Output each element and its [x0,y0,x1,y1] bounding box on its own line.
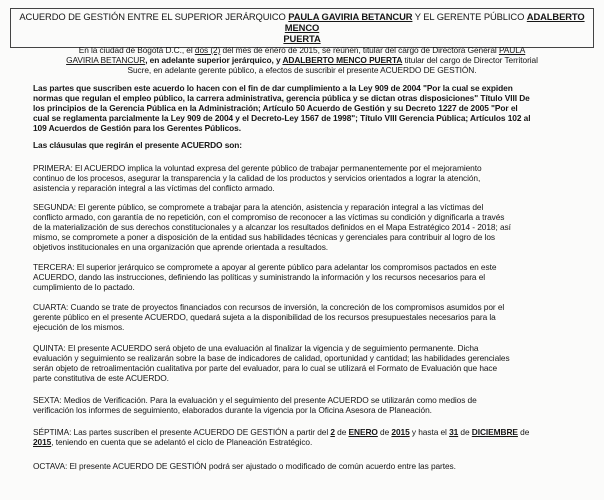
paragraph-line: parte constitutiva de este ACUERDO. [33,373,169,384]
clause-text: y hasta el [409,427,450,437]
start-month: ENERO [348,427,378,437]
paragraph-line: serán objeto de retroalimentación cualitativa por parte del evaluador, para lo cual se utilizará el Formato de Evaluación que hace [33,363,498,374]
paragraph-line: gerente público en el presente ACUERDO, quedará sujeta a la disponibilidad de los recursos presupuestales necesarios para la [33,312,496,323]
clause-tercera [33,262,583,292]
clauses-heading: Las cláusulas que regirán el presente ACUERDO son: [33,140,242,150]
paragraph-line: conflicto armado, con garantía de no repetición, con el compromiso de reconocer a las víctimas su condición y dignificarla a través [33,212,505,223]
paragraph-line: cual se reglamenta parcialmente la Ley 909 de 2004 y el Decreto-Ley 1567 de 1998"; Título VIII Gerencia Pública; Artículos 102 al [33,113,531,124]
paragraph-line: evaluación y seguimiento se realizarán sobre la base de indicadores de calidad, oportunidad y cantidad; las habilidades gerenciales [33,353,510,364]
clause-text: , teniendo en cuenta que se adelantó el ciclo de Planeación Estratégico. [51,437,313,448]
paragraph-line: Las partes que suscriben este acuerdo lo hacen con el fin de dar cumplimiento a la Ley 909 de 2004 "Por la cual se expiden [33,83,513,93]
legal-basis-paragraph [33,83,583,133]
manager-name: ADALBERTO MENCO PUERTA [282,55,403,66]
clause-quinta [33,343,583,383]
end-year: 2015 [33,437,52,448]
paragraph-line: verificación los informes de seguimiento, elaborados durante la vigencia por la Oficina Asesora de Planeación. [33,405,432,416]
manager-name: ADALBERTO MENCO [284,11,585,33]
clause-sexta [33,395,583,415]
paragraph-line: SEXTA: Medios de Verificación. Para la evaluación y el seguimiento del presente ACUERDO se utilizarán como medios de [33,395,477,405]
end-day: 31 [449,427,459,437]
superior-name: GAVIRIA BETANCUR [66,55,146,66]
paragraph-line: objetivos institucionales en una organización que aprende orientada a resultados. [33,242,329,253]
intro-text: En la ciudad de Bogotá D.C., el [78,45,195,55]
start-year: 2015 [391,427,410,437]
paragraph-line: SEGUNDA: El gerente público, se compromete a trabajar para la atención, asistencia y reparación integral a las víctimas del [33,202,484,212]
paragraph-line: continuo de los procesos, asegurar la transparencia y la calidad de los productos y servicios orientados a lograr la atención, [33,173,481,184]
paragraph-line: mismo, se compromete a poner a disposición de la entidad sus habilidades técnicas y gerenciales para contribuir al logro de los [33,232,495,243]
clause-text: de [458,427,472,437]
title-text: Y EL GERENTE PÚBLICO [412,11,527,22]
paragraph-line: asistencia y reparación integral a las víctimas del conflicto armado. [33,183,275,194]
end-month: DICIEMBRE [471,427,518,437]
paragraph-line: ejecución de los mismos. [33,322,125,333]
clause-text: de [334,427,349,437]
intro-paragraph [56,45,548,75]
paragraph-line: cumplimiento de lo pactado. [33,282,135,293]
meeting-day: dos (2) [194,45,221,55]
manager-name-cont: PUERTA [283,33,321,44]
paragraph-line: normas que regulan el empleo público, la carrera administrativa, gerencia pública y se dictan otras disposiciones" Título VIII De [33,93,530,104]
clause-cuarta [33,302,583,332]
paragraph-line: PRIMERA: El ACUERDO implica la voluntad expresa del gerente público de trabajar permanentemente por el mejoramiento [33,163,482,173]
clause-septima [33,427,583,447]
clause-octava [33,461,583,471]
start-day: 2 [330,427,335,437]
intro-text: titular del cargo de Director Territorial [402,55,538,66]
intro-text: del mes de enero de 2015, se reúnen, titular del cargo de Directora General [220,45,499,55]
intro-text: Sucre, en adelante gerente público, a efectos de suscribir el presente ACUERDO DE GESTIÓN. [127,65,477,76]
clause-text: SÉPTIMA: Las partes suscriben el presente ACUERDO DE GESTIÓN a partir del [33,427,331,437]
clause-segunda [33,202,583,252]
paragraph-line: de la materialización de sus derechos constitucionales y a alcanzar los resultados definidos en el Mapa Estratégico 2014 - 2018; así [33,222,511,233]
paragraph-line: los principios de la Gerencia Pública en la Administración; Artículo 50 Acuerdo de Gestión y su Decreto 1227 de 2005 "Por el [33,103,518,114]
superior-name: PAULA [498,45,526,55]
document-title [10,8,594,48]
paragraph-line: ACUERDO, dando las instrucciones, definiendo las políticas y suministrando la información y los recursos necesarios para el [33,272,486,283]
intro-text: , en adelante superior jerárquico, y [145,55,283,66]
paragraph-line: QUINTA: El presente ACUERDO será objeto de una evaluación al finalizar la vigencia y de seguimiento permanente. Dicha [33,343,479,353]
superior-name: PAULA GAVIRIA BETANCUR [288,11,413,22]
paragraph-line [33,437,583,447]
clause-text: de [377,427,392,437]
paragraph-line: 109 Acuerdos de Gestión para los Gerentes Públicos. [33,123,241,134]
clause-primera [33,163,583,193]
title-text: ACUERDO DE GESTIÓN ENTRE EL SUPERIOR JERÁRQUICO [19,11,289,22]
paragraph-line: TERCERA: El superior jerárquico se compromete a apoyar al gerente público para adelantar los compromisos pactados en este [33,262,497,272]
paragraph-line: OCTAVA: El presente ACUERDO DE GESTIÓN podrá ser ajustado o modificado de común acuerdo entre las partes. [33,461,456,471]
paragraph-line: CUARTA: Cuando se trate de proyectos financiados con recursos de inversión, la concreción de los compromisos asumidos por el [33,302,505,312]
paragraph-line [33,427,583,437]
clause-text: de [517,427,530,437]
